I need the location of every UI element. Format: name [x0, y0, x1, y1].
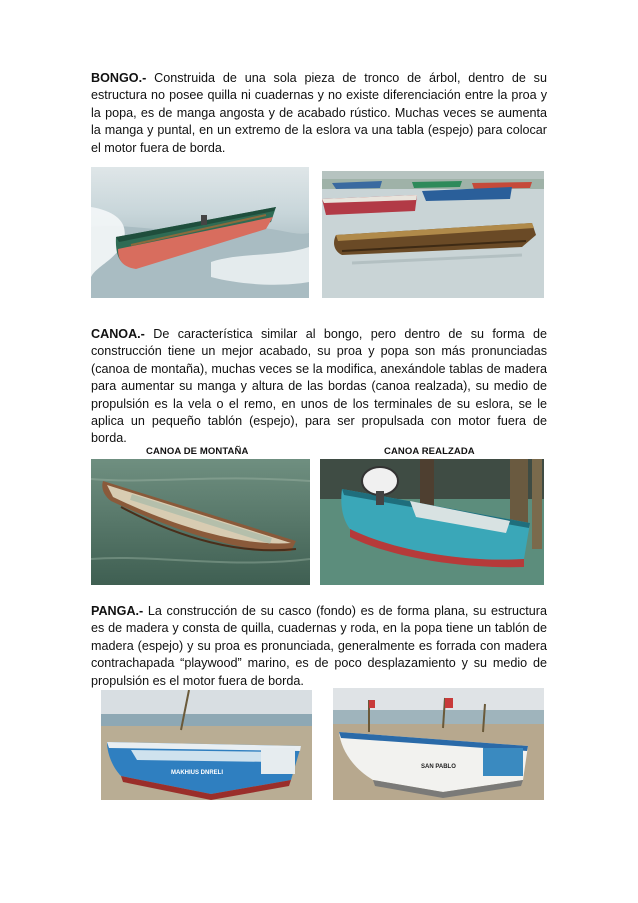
canoa-text: De característica similar al bongo, pero dentro de su forma de construcción tiene un mejor acabado, su proa y popa son más pronunciadas (canoa de montaña), muchas veces se la modifica, anexándole tablas de madera para aumentar su manga y altura de las bordas (canoa realzada), su medio de propulsión es la vela o el remo, en unos de los terminales de su eslora, se le aplica un pequeño tablón (espejo), para ser propulsada con motor fuera de borda.	[91, 327, 547, 446]
canoa-paragraph	[91, 326, 547, 448]
canoa-realzada-photo	[320, 459, 544, 585]
panga-photo-blue	[101, 690, 312, 800]
canoa-term: CANOA.-	[91, 327, 145, 341]
panga-left-hull-label: MAKHIUS DNRELI	[171, 770, 223, 776]
bongo-photo-harbor	[322, 171, 544, 298]
caption-canoa-realzada: CANOA REALZADA	[384, 446, 475, 457]
caption-canoa-montana: CANOA DE MONTAÑA	[146, 446, 249, 457]
bongo-term: BONGO.-	[91, 71, 147, 85]
panga-right-hull-label: SAN PABLO	[421, 764, 456, 770]
bongo-photo-speeding	[91, 167, 309, 298]
canoa-montana-photo	[91, 459, 310, 585]
panga-text: La construcción de su casco (fondo) es de forma plana, su estructura es de madera y consta de quilla, cuadernas y roda, en la popa tiene un tablón de madera (espejo) y su proa es pronunciada, generalmente es forrada con madera contrachapada “playwood” marino, es de poco desplazamiento y su medio de propulsión es el motor fuera de borda.	[91, 604, 547, 688]
panga-photo-white	[333, 688, 544, 800]
panga-term: PANGA.-	[91, 604, 144, 618]
bongo-paragraph	[91, 70, 547, 157]
panga-paragraph	[91, 603, 547, 690]
bongo-text: Construida de una sola pieza de tronco de árbol, dentro de su estructura no posee quilla ni cuadernas y no existe diferenciación entre la proa y la popa, es de manga angosta y de acabado rústico. Muchas veces se aumenta la manga y puntal, en un extremo de la eslora va una tabla (espejo) para colocar el motor fuera de borda.	[91, 71, 547, 155]
